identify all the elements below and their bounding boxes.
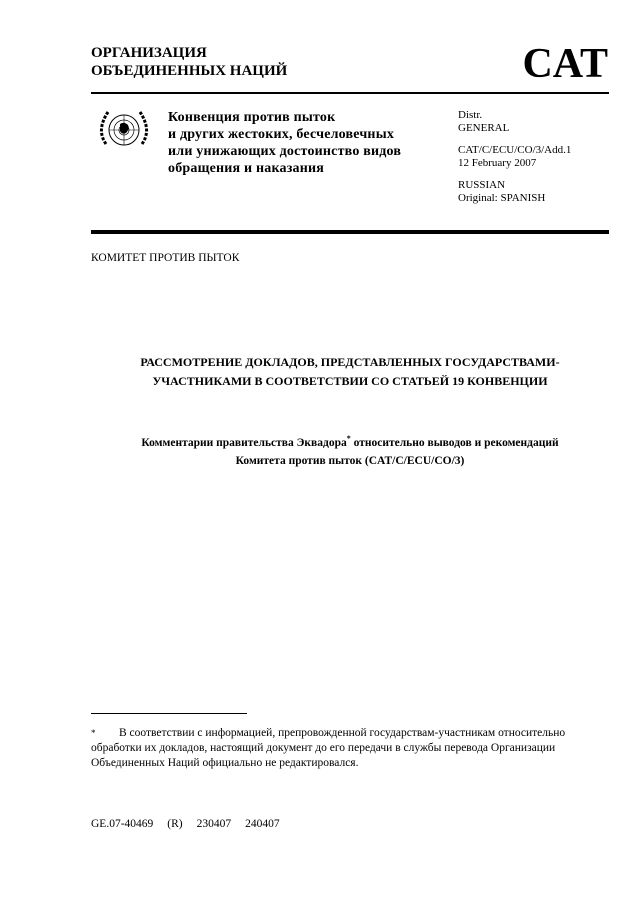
header-thick-divider [91, 230, 609, 234]
job-number-footer [91, 818, 294, 830]
header-divider [91, 92, 609, 94]
distr-general: GENERAL [458, 122, 510, 134]
convention-line: и других жестоких, бесчеловечных [168, 127, 395, 142]
un-emblem-icon [94, 106, 154, 154]
footnote-reference[interactable]: * [346, 434, 351, 443]
footer-date-2: 240407 [245, 818, 280, 830]
document-symbol-large: CAT [522, 41, 608, 87]
subtitle-text: Комментарии правительства Эквадора [141, 436, 347, 449]
subtitle-line: Комитета против пыток (CAT/C/ECU/CO/3) [235, 454, 465, 467]
heading-line: РАССМОТРЕНИЕ ДОКЛАДОВ, ПРЕДСТАВЛЕННЫХ ГОСУДАРСТВАМИ- [140, 355, 560, 369]
footnote-divider [91, 713, 247, 714]
original-language: Original: SPANISH [458, 192, 546, 204]
doc-symbol: CAT/C/ECU/CO/3/Add.1 [458, 144, 572, 156]
doc-date: 12 February 2007 [458, 157, 537, 169]
convention-line: Конвенция против пыток [168, 110, 336, 125]
doc-language: RUSSIAN [458, 179, 506, 191]
language-code: (R) [167, 818, 183, 830]
convention-title [168, 109, 401, 177]
convention-line: обращения и наказания [168, 161, 325, 176]
committee-name: КОМИТЕТ ПРОТИВ ПЫТОК [91, 252, 240, 264]
main-heading [91, 353, 609, 391]
footnote-text: В соответствии с информацией, препровожденной государствам-участникам относительно обработки их докладов, настоящий документ до его передачи в службы перевода Организации Объединенных Наций официально не редактировался. [91, 727, 566, 769]
job-number: GE.07-40469 [91, 818, 154, 830]
heading-line: УЧАСТНИКАМИ В СООТВЕТСТВИИ СО СТАТЬЕЙ 19 КОНВЕНЦИИ [152, 374, 548, 388]
distribution-block [458, 109, 571, 205]
org-line-1: ОРГАНИЗАЦИЯ [91, 45, 207, 61]
subtitle [91, 430, 609, 470]
organization-name [91, 44, 287, 80]
footer-date-1: 230407 [196, 818, 232, 830]
subtitle-text: относительно выводов и рекомендаций [350, 436, 559, 449]
org-line-2: ОБЪЕДИНЕННЫХ НАЦИЙ [91, 63, 288, 79]
footnote-mark: * [91, 728, 96, 738]
distr-label: Distr. [458, 109, 483, 121]
convention-line: или унижающих достоинство видов [168, 144, 402, 159]
footnote [91, 726, 591, 771]
